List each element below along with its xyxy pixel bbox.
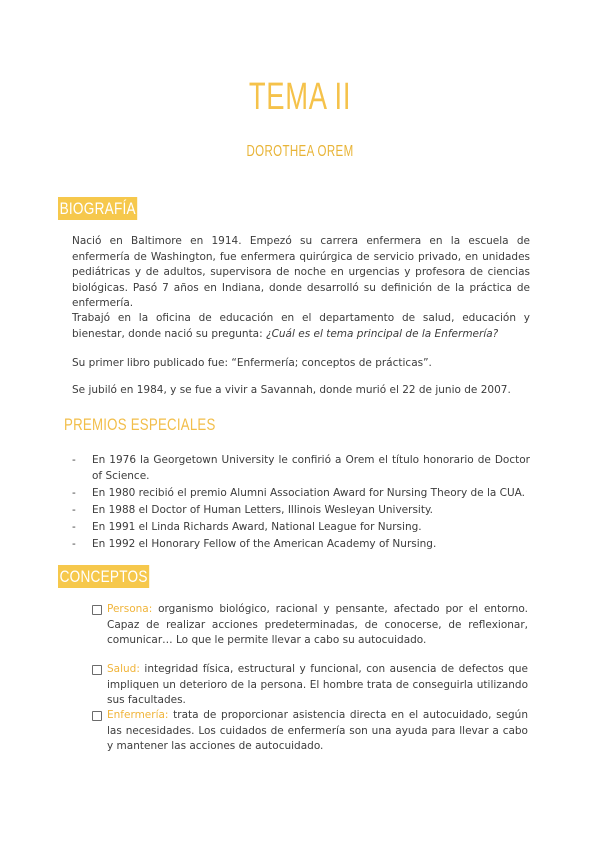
biografia-question: ¿Cuál es el tema principal de la Enfermería? <box>266 327 499 340</box>
list-item <box>72 537 530 553</box>
list-item <box>72 503 530 519</box>
concept-item-persona <box>92 602 528 649</box>
section-heading-biografia: BIOGRAFÍA <box>59 199 136 218</box>
list-item <box>72 453 530 484</box>
list-item-text: En 1992 el Honorary Fellow of the American Academy of Nursing. <box>92 537 437 550</box>
list-item <box>72 520 530 536</box>
page-title: TEMA II <box>248 76 352 118</box>
checkbox-icon[interactable] <box>92 665 102 675</box>
biografia-paragraph-4: Se jubiló en 1984, y se fue a vivir a Savannah, donde murió el 22 de junio de 2007. <box>72 384 511 396</box>
list-item-text: En 1991 el Linda Richards Award, National League for Nursing. <box>92 520 422 533</box>
list-item-text: En 1976 la Georgetown University le confirió a Orem el título honorario de Doctor of Science. <box>92 454 530 482</box>
dash-bullet-icon: - <box>72 520 76 533</box>
biografia-paragraph-3: Su primer libro publicado fue: “Enfermería; conceptos de prácticas”. <box>72 357 432 369</box>
concept-term: Salud: <box>107 663 140 675</box>
biografia-paragraph-1: Nació en Baltimore en 1914. Empezó su carrera enfermera en la escuela de enfermería de Washington, fue enfermera quirúrgica de servicio privado, en unidades pediátricas y de adultos, supervisora de noche en urgencias y profesora de ciencias biológicas. Pasó 7 años en Indiana, donde desarrolló su definición de la práctica de enfermería. <box>72 235 530 309</box>
page-subtitle: DOROTHEA OREM <box>246 143 354 160</box>
concept-description: organismo biológico, racional y pensante, afectado por el entorno. Capaz de realizar acciones predeterminadas, de conocerse, de reflexionar, comunicar… Lo que le permite llevar a cabo su autocuidado. <box>107 603 528 646</box>
concept-text <box>107 708 528 755</box>
dash-bullet-icon: - <box>72 454 76 466</box>
list-item <box>72 486 530 502</box>
list-item-text: En 1988 el Doctor of Human Letters, Illinois Wesleyan University. <box>92 503 433 516</box>
checkbox-icon[interactable] <box>92 711 102 721</box>
dash-bullet-icon: - <box>72 486 76 499</box>
concept-item-salud <box>92 662 528 709</box>
concept-description: trata de proporcionar asistencia directa en el autocuidado, según las necesidades. Los cuidados de enfermería son una ayuda para llevar a cabo y mantener las acciones de autocuidado. <box>107 709 528 752</box>
concept-item-enfermeria <box>92 708 528 755</box>
biografia-paragraph-2 <box>72 311 530 342</box>
concept-text <box>107 662 528 709</box>
concept-text <box>107 602 528 649</box>
dash-bullet-icon: - <box>72 537 76 550</box>
premios-list <box>72 453 530 554</box>
biografia-paragraph-2-text: Trabajó en la oficina de educación en el departamento de salud, educación y bienestar, donde nació su pregunta: ¿Cuál es el tema principal de la Enfermería? <box>72 312 530 340</box>
section-heading-conceptos: CONCEPTOS <box>59 567 148 586</box>
concept-term: Persona: <box>107 603 153 615</box>
section-heading-premios: PREMIOS ESPECIALES <box>64 415 216 434</box>
list-item-text: En 1980 recibió el premio Alumni Association Award for Nursing Theory de la CUA. <box>92 486 526 499</box>
checkbox-icon[interactable] <box>92 605 102 615</box>
concept-term: Enfermería: <box>107 709 169 721</box>
concept-description: integridad física, estructural y funcional, con ausencia de defectos que impliquen un deterioro de la persona. El hombre trata de conseguirla utilizando sus facultades. <box>107 663 528 706</box>
dash-bullet-icon: - <box>72 503 76 516</box>
